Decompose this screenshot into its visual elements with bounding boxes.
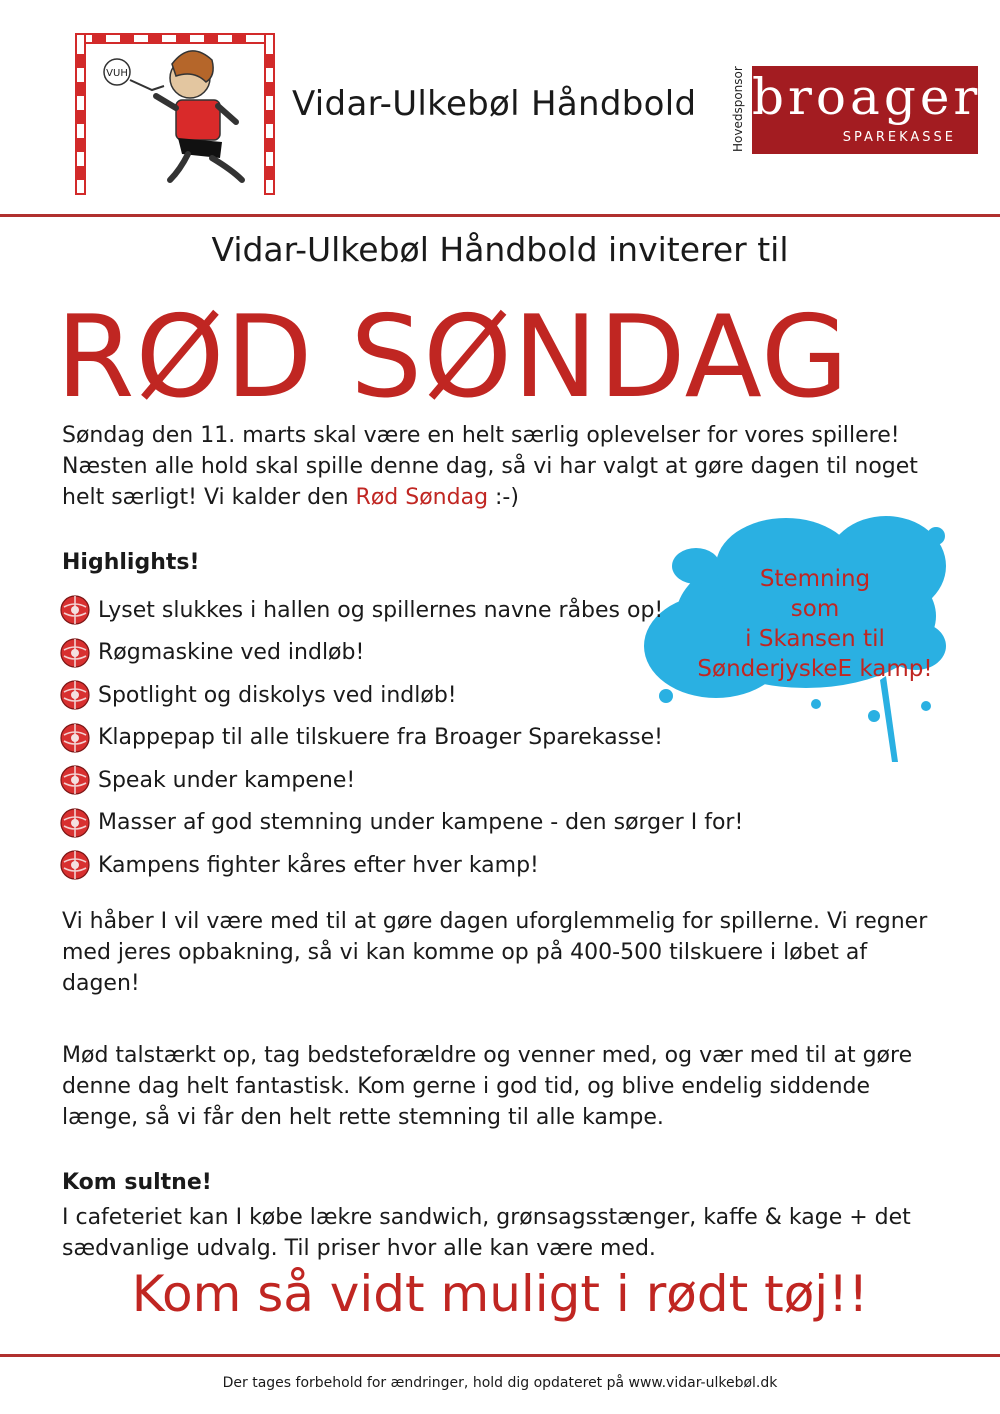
list-item-label: Røgmaskine ved indløb!	[98, 640, 365, 666]
list-item	[60, 589, 743, 632]
splash-line: i Skansen til	[745, 626, 885, 652]
handball-icon	[60, 680, 90, 710]
intro-paragraph	[62, 420, 922, 513]
sponsor-label	[722, 66, 752, 154]
handball-icon	[60, 808, 90, 838]
footer-note: Der tages forbehold for ændringer, hold dig opdateret på www.vidar-ulkebøl.dk	[222, 1375, 778, 1391]
invite-line: Vidar-Ulkebøl Håndbold inviterer til	[211, 230, 789, 269]
page-title: RØD SØNDAG	[56, 291, 850, 423]
food-paragraph: I cafeteriet kan I købe lækre sandwich, grønsagsstænger, kaffe & kage + det sædvanlige udvalg. Til priser hvor alle kan være med.	[62, 1205, 911, 1261]
club-name: Vidar-Ulkebøl Håndbold	[292, 84, 697, 124]
handball-player-icon	[104, 51, 242, 180]
splash-line: Stemning	[759, 566, 871, 592]
list-item	[60, 759, 743, 802]
list-item-label: Klappepap til alle tilskuere fra Broager Sparekasse!	[98, 725, 663, 751]
list-item-label: Lyset slukkes i hallen og spillernes navne råbes op!	[98, 597, 664, 623]
sponsor-subtitle: SPAREKASSE	[842, 130, 956, 145]
handball-icon	[60, 765, 90, 795]
svg-text:VUH: VUH	[106, 68, 128, 79]
svg-text:Hovedsponsor: Hovedsponsor	[731, 66, 745, 152]
sponsor-name: broager	[752, 68, 982, 126]
splash-line: som	[790, 596, 840, 622]
list-item-label: Speak under kampene!	[98, 767, 356, 793]
list-item	[60, 674, 743, 717]
club-logo	[72, 30, 278, 198]
meet-paragraph: Mød talstærkt op, tag bedsteforældre og venner med, og vær med til at gøre denne dag helt fantastisk. Kom gerne i god tid, og blive endelig siddende længe, så vi får den helt rette stemning til alle kampe.	[62, 1043, 913, 1130]
call-to-action: Kom så vidt muligt i rødt tøj!!	[131, 1265, 869, 1323]
footer-divider	[0, 1354, 1000, 1357]
list-item	[60, 844, 743, 887]
list-item	[60, 802, 743, 845]
list-item	[60, 717, 743, 760]
handball-icon	[60, 850, 90, 880]
header-divider	[0, 214, 1000, 217]
sponsor-logo	[752, 66, 982, 154]
intro-text: Søndag den 11. marts skal være en helt særlig oplevelser for vores spillere! Næsten alle hold skal spille denne dag, så vi har valgt at gøre dagen til noget helt særligt! Vi kalder den	[62, 423, 918, 510]
food-title: Kom sultne!	[62, 1170, 212, 1195]
splash-line: SønderjyskeE kamp!	[697, 656, 933, 682]
intro-text-end: :-)	[488, 485, 519, 510]
list-item	[60, 632, 743, 675]
handball-icon	[60, 595, 90, 625]
list-item-label: Spotlight og diskolys ved indløb!	[98, 682, 457, 708]
hope-paragraph: Vi håber I vil være med til at gøre dagen uforglemmelig for spillerne. Vi regner med jeres opbakning, så vi kan komme op på 400-500 tilskuere i løbet af dagen!	[62, 909, 928, 996]
intro-highlight: Rød Søndag	[355, 485, 489, 510]
handball-icon	[60, 723, 90, 753]
handball-icon	[60, 638, 90, 668]
list-item-label: Kampens fighter kåres efter hver kamp!	[98, 852, 539, 878]
highlights-title: Highlights!	[62, 550, 200, 575]
highlights-list	[60, 589, 743, 887]
list-item-label: Masser af god stemning under kampene - den sørger I for!	[98, 810, 744, 836]
